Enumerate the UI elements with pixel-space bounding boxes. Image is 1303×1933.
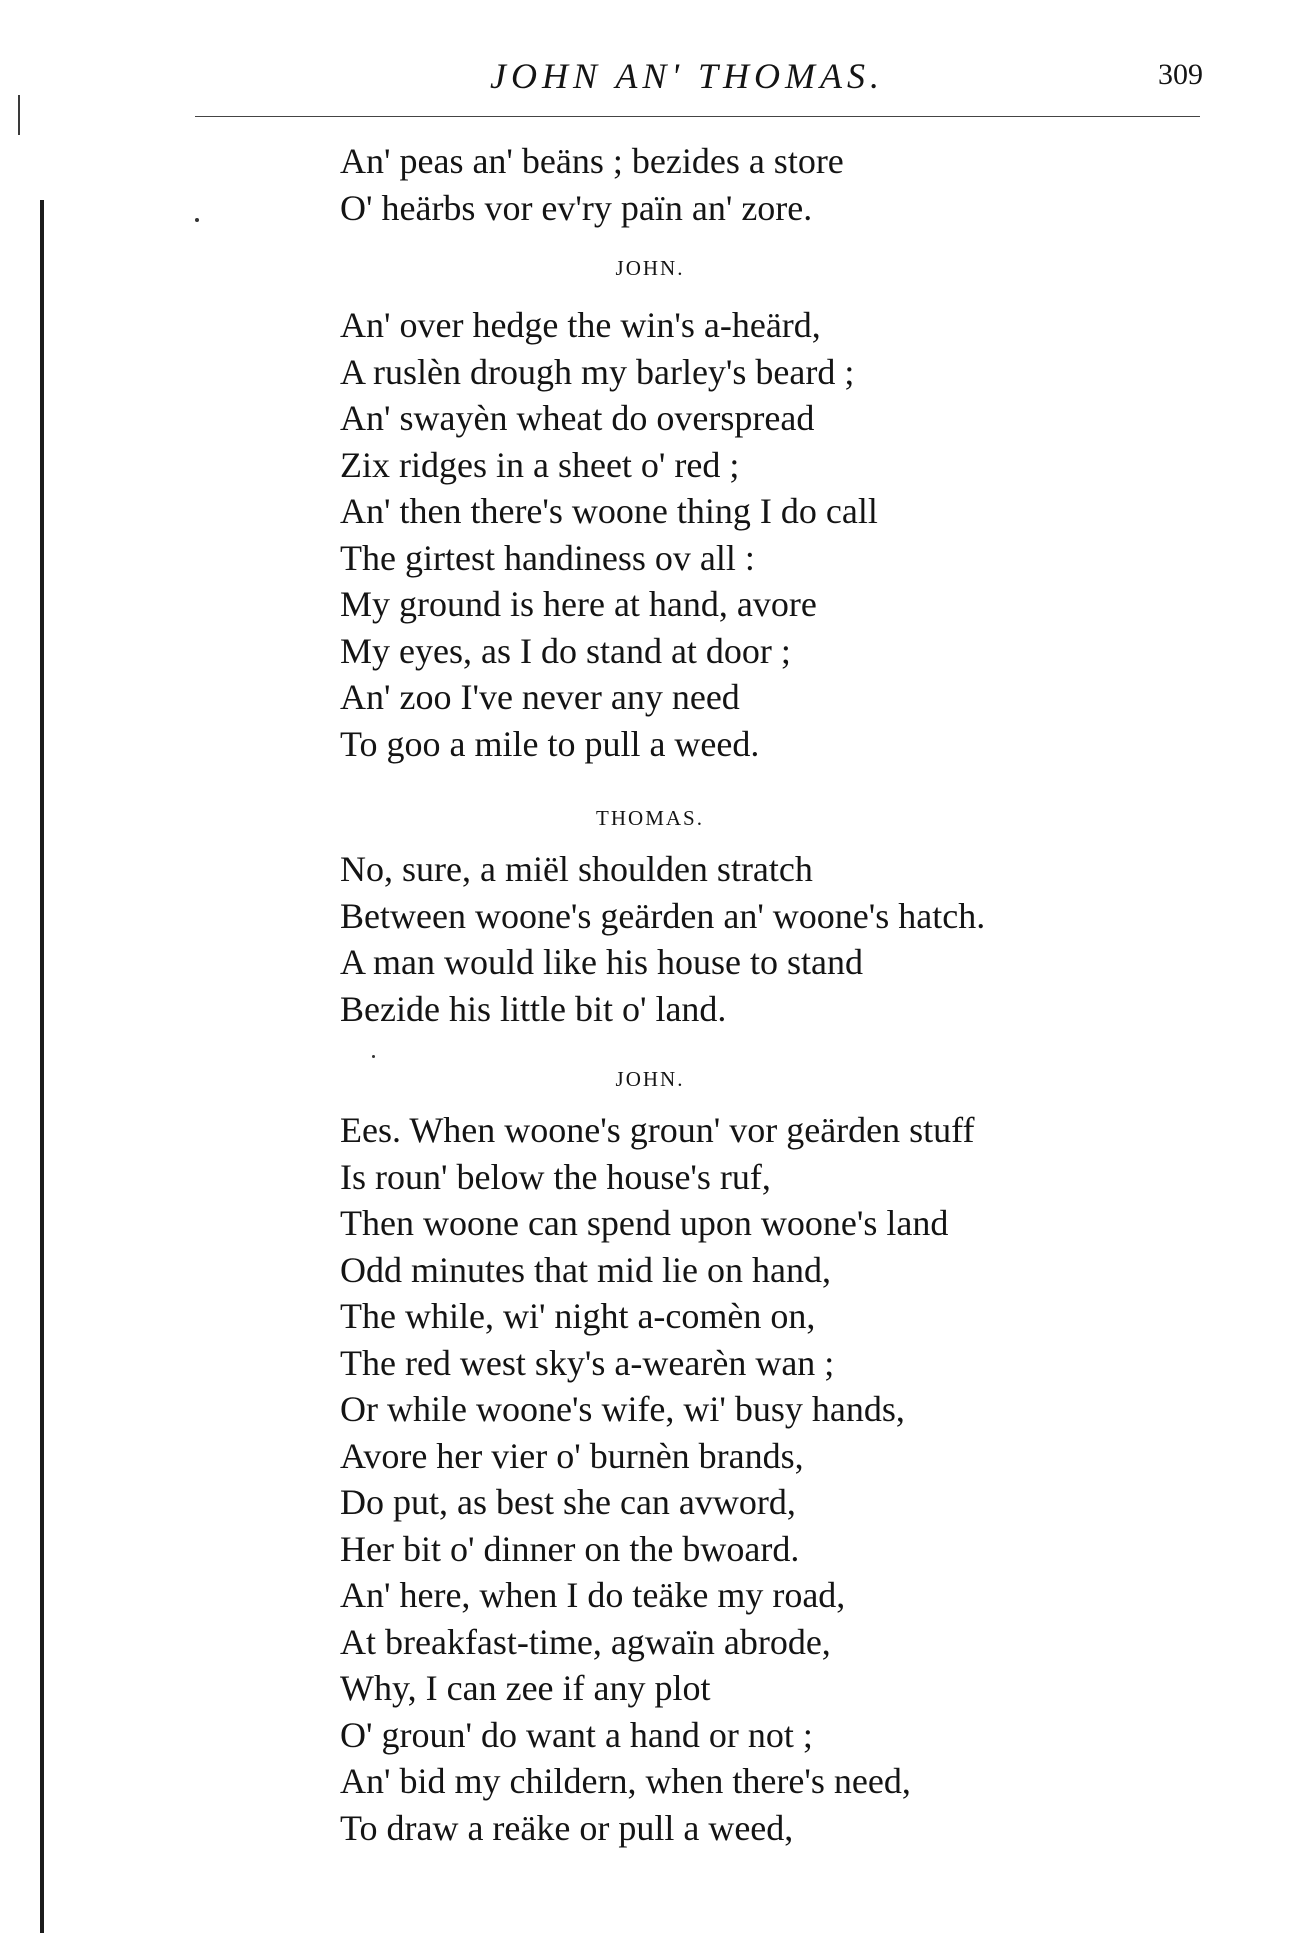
stanza-b [340, 302, 1200, 767]
verse-line: Is roun' below the house's ruf, [340, 1156, 771, 1197]
verse-line: A man would like his house to stand [340, 942, 863, 982]
verse-line: To draw a reäke or pull a weed, [340, 1807, 794, 1848]
verse-line: At breakfast-time, agwaïn abrode, [340, 1621, 831, 1662]
verse-line: The red west sky's a-wearèn wan ; [340, 1342, 835, 1383]
verse-line: Bezide his little bit o' land. [340, 988, 727, 1029]
verse-line: Between woone's geärden an' woone's hatch. [340, 895, 986, 936]
verse-line: My ground is here at hand, avore [340, 584, 817, 624]
verse-line: To goo a mile to pull a weed. [340, 723, 760, 764]
header-rule [195, 116, 1200, 117]
ink-speck [195, 218, 199, 222]
verse-line: An' swayèn wheat do overspread [340, 398, 815, 438]
stanza-a [340, 138, 1200, 231]
page-number: 309 [1158, 58, 1203, 91]
verse-line: My eyes, as I do stand at door ; [340, 630, 791, 671]
ink-speck [372, 1055, 375, 1058]
verse-line: Ees. When woone's groun' vor geärden stuff [340, 1110, 975, 1150]
verse-line: Her bit o' dinner on the bwoard. [340, 1528, 800, 1569]
page-edge-mark [18, 95, 20, 135]
speaker-heading-john [340, 1067, 1200, 1092]
stanza-c [340, 846, 1200, 1032]
stanza-d [340, 1107, 1200, 1851]
speaker-name: JOHN. [615, 256, 685, 280]
verse-line: An' peas an' beäns ; bezides a store [340, 141, 844, 181]
verse-line: A ruslèn drough my barley's beard ; [340, 351, 855, 392]
verse-line: Avore her vier o' burnèn brands, [340, 1435, 804, 1476]
verse-line: An' then there's woone thing I do call [340, 491, 878, 531]
verse-line: Zix ridges in a sheet o' red ; [340, 444, 740, 485]
binding-shadow [40, 200, 44, 1933]
verse-line: Odd minutes that mid lie on hand, [340, 1249, 831, 1290]
verse-line: An' zoo I've never any need [340, 677, 740, 717]
verse-line: Or while woone's wife, wi' busy hands, [340, 1389, 905, 1429]
speaker-name: THOMAS. [596, 806, 704, 830]
verse-line: The while, wi' night a-comèn on, [340, 1296, 816, 1336]
speaker-heading-thomas [340, 806, 1200, 831]
verse-line: O' groun' do want a hand or not ; [340, 1714, 813, 1755]
verse-line: Why, I can zee if any plot [340, 1668, 711, 1708]
verse-line: The girtest handiness ov all : [340, 537, 755, 578]
speaker-name: JOHN. [615, 1067, 685, 1091]
verse-line: An' over hedge the win's a-heärd, [340, 305, 821, 345]
verse-line: Do put, as best she can avword, [340, 1482, 796, 1522]
verse-line: Then woone can spend upon woone's land [340, 1203, 949, 1243]
verse-line: No, sure, a miël shoulden stratch [340, 849, 813, 889]
running-head: JOHN AN' THOMAS. [490, 56, 885, 96]
verse-line: O' heärbs vor ev'ry païn an' zore. [340, 187, 813, 228]
verse-line: An' bid my childern, when there's need, [340, 1761, 911, 1801]
verse-line: An' here, when I do teäke my road, [340, 1575, 846, 1615]
speaker-heading-john [340, 256, 1200, 281]
